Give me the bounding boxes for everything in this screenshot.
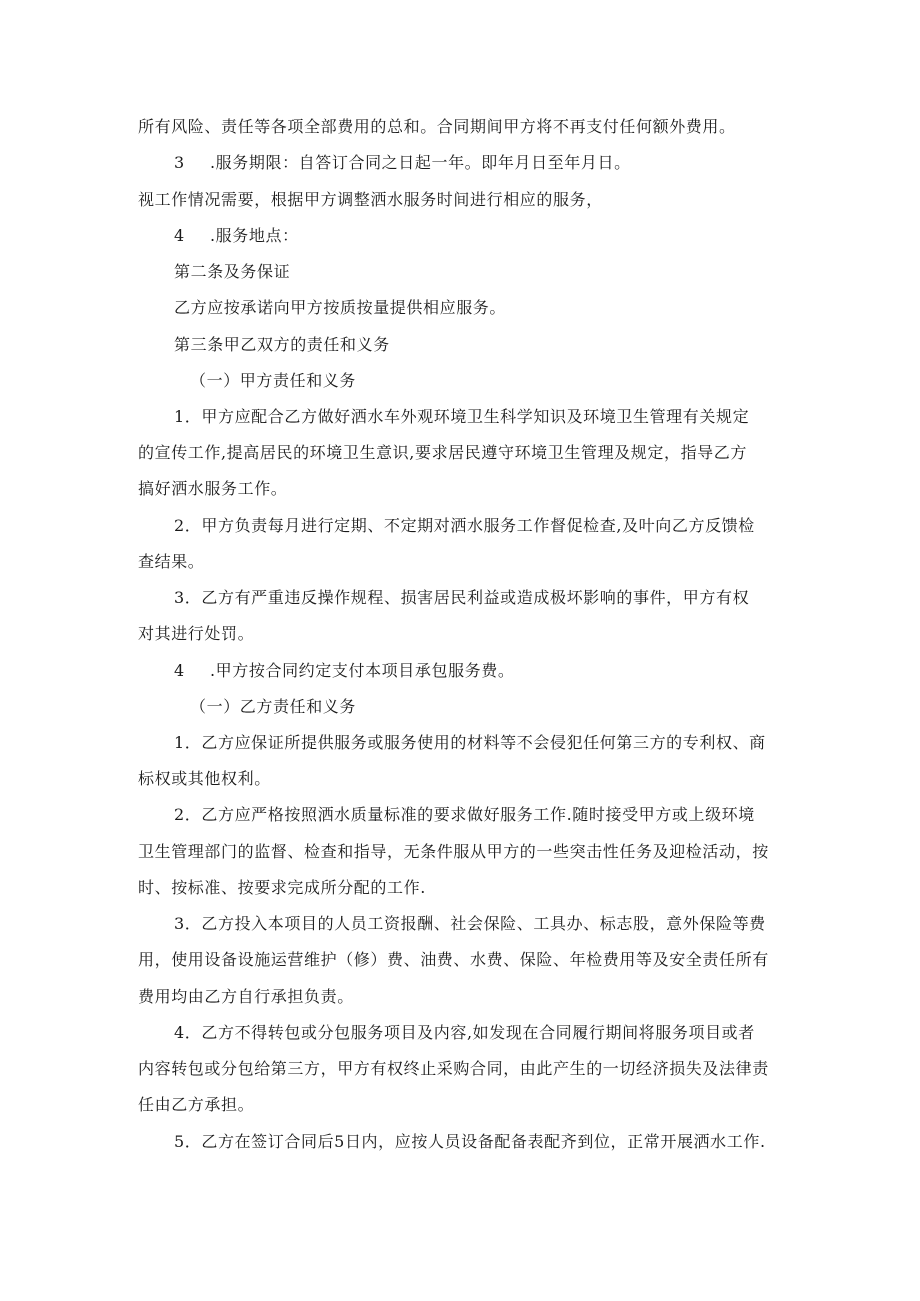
clause-number: 4	[174, 226, 185, 245]
clause-4-service-location	[174, 226, 299, 246]
text-line: 查结果。	[138, 552, 205, 571]
text-line: 标权或其他权利。	[138, 769, 271, 788]
section-heading-party-b: （一）乙方责任和义务	[190, 697, 357, 716]
clause-4-payment	[174, 661, 515, 681]
clause-number: 4	[174, 661, 185, 680]
clause-number: 3	[174, 153, 185, 172]
clause-text: .甲方按合同约定支付本项目承包服务费。	[210, 661, 515, 680]
text-line: 1．乙方应保证所提供服务或服务使用的材料等不会侵犯任何第三方的专利权、商	[174, 733, 766, 752]
text-line: 3．乙方有严重违反操作规程、损害居民利益或造成极坏影响的事件，甲方有权	[174, 588, 750, 607]
article-3-heading: 第三条甲乙双方的责任和义务	[174, 335, 390, 354]
text-line: 内容转包或分包给第三方，甲方有权终止采购合同，由此产生的一切经济损失及法律责	[138, 1059, 769, 1078]
clause-text: .服务期限：自答订合同之日起一年。即年月日至年月日。	[210, 153, 631, 172]
section-heading-party-a: （一）甲方责任和义务	[190, 371, 357, 390]
text-line: 所有风险、责任等各项全部费用的总和。合同期间甲方将不再支付任何额外费用。	[138, 117, 736, 136]
text-line: 3．乙方投入本项目的人员工资报酬、社会保险、工具办、标志股，意外保险等费	[174, 914, 766, 933]
text-line: 费用均由乙方自行承担负责。	[138, 987, 354, 1006]
text-line: 2．甲方负责每月进行定期、不定期对洒水服务工作督促检查,及叶向乙方反馈检	[174, 516, 755, 535]
text-line: 1．甲方应配合乙方做好洒水车外观环境卫生科学知识及环境卫生管理有关规定	[174, 407, 750, 426]
text-line: 的宣传工作,提高居民的环境卫生意识,要求居民遵守环境卫生管理及规定，指导乙方	[138, 443, 747, 462]
text-line: 任由乙方承担。	[138, 1095, 255, 1114]
article-2-heading: 第二条及务保证	[174, 262, 291, 281]
text-line: 时、按标准、按要求完成所分配的工作.	[138, 878, 426, 897]
text-line: 卫生管理部门的监督、检查和指导，无条件服从甲方的一些突击性任务及迎检活动，按	[138, 842, 769, 861]
text-line: 4．乙方不得转包或分包服务项目及内容,如发现在合同履行期间将服务项目或者	[174, 1023, 755, 1042]
text-line: 对其进行处罚。	[138, 624, 255, 643]
text-line: 乙方应按承诺向甲方按质按量提供相应服务。	[174, 298, 507, 317]
text-line: 2．乙方应严格按照洒水质量标准的要求做好服务工作.随时接受甲方或上级环境	[174, 805, 755, 824]
clause-3-service-term	[174, 153, 631, 173]
text-line: 视工作情况需要，根据甲方调整洒水服务时间进行相应的服务，	[138, 190, 603, 209]
text-line: 搞好洒水服务工作。	[138, 479, 288, 498]
text-line: 5．乙方在签订合同后5日内，应按人员设备配备表配齐到位，正常开展洒水工作.	[174, 1132, 766, 1151]
text-line: 用，使用设备设施运营维护（修）费、油费、水费、保险、年检费用等及安全责任所有	[138, 950, 769, 969]
clause-text: .服务地点：	[210, 226, 299, 245]
